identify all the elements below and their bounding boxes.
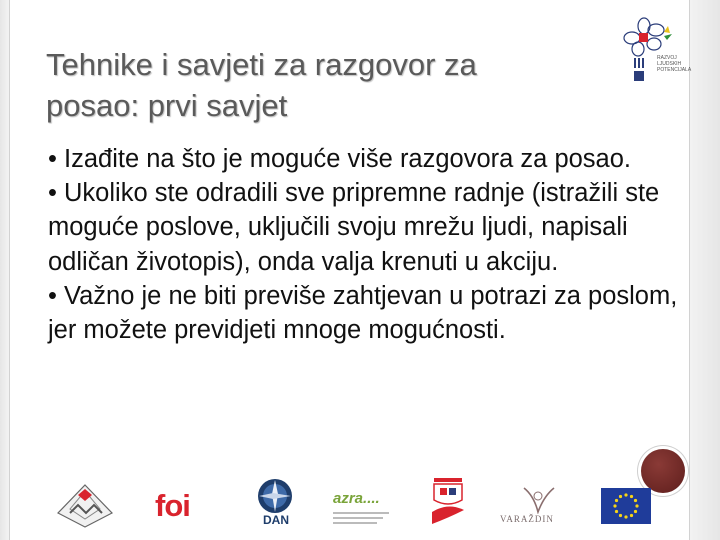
- hr-development-logo-icon: [620, 16, 686, 88]
- foi-logo: foi: [155, 488, 190, 523]
- hr-development-logo-text: RAZVOJ LJUDSKIH POTENCIJALA: [657, 55, 692, 73]
- slide-title: [46, 44, 606, 126]
- dan-logo-text: DAN: [263, 513, 289, 527]
- azra-logo-subtext-lines: [333, 509, 393, 524]
- bullet-3: • Važno je ne biti previše zahtjevan u potrazi za poslom, jer možete previdjeti mnoge mogućnosti.: [48, 281, 678, 345]
- dan-compass-icon: [252, 477, 298, 515]
- university-crest-icon: [56, 483, 114, 529]
- slide-title-line-1: Tehnike i savjeti za razgovor za: [46, 47, 477, 82]
- right-frame: [690, 0, 720, 540]
- bullet-2: • Ukoliko ste odradili sve pripremne radnje (istražili ste moguće poslove, uključili svoju mrežu ljudi, napisali odličan životopis), onda valja krenuti u akciju.: [48, 179, 660, 276]
- varazdin-logo-text: VARAŽDIN: [500, 514, 554, 524]
- azra-logo: azra....: [333, 490, 380, 507]
- eu-flag-icon: [601, 488, 651, 524]
- left-frame-line: [9, 0, 10, 540]
- varazdin-v-icon: [520, 486, 556, 514]
- slide-title-line-2: posao: prvi savjet: [46, 88, 288, 123]
- left-frame: [0, 0, 9, 540]
- county-coat-of-arms-icon: [430, 476, 466, 528]
- slide-body: [48, 142, 684, 347]
- decorative-circle: [641, 449, 685, 493]
- bullet-1: • Izađite na što je moguće više razgovora za posao.: [48, 145, 632, 173]
